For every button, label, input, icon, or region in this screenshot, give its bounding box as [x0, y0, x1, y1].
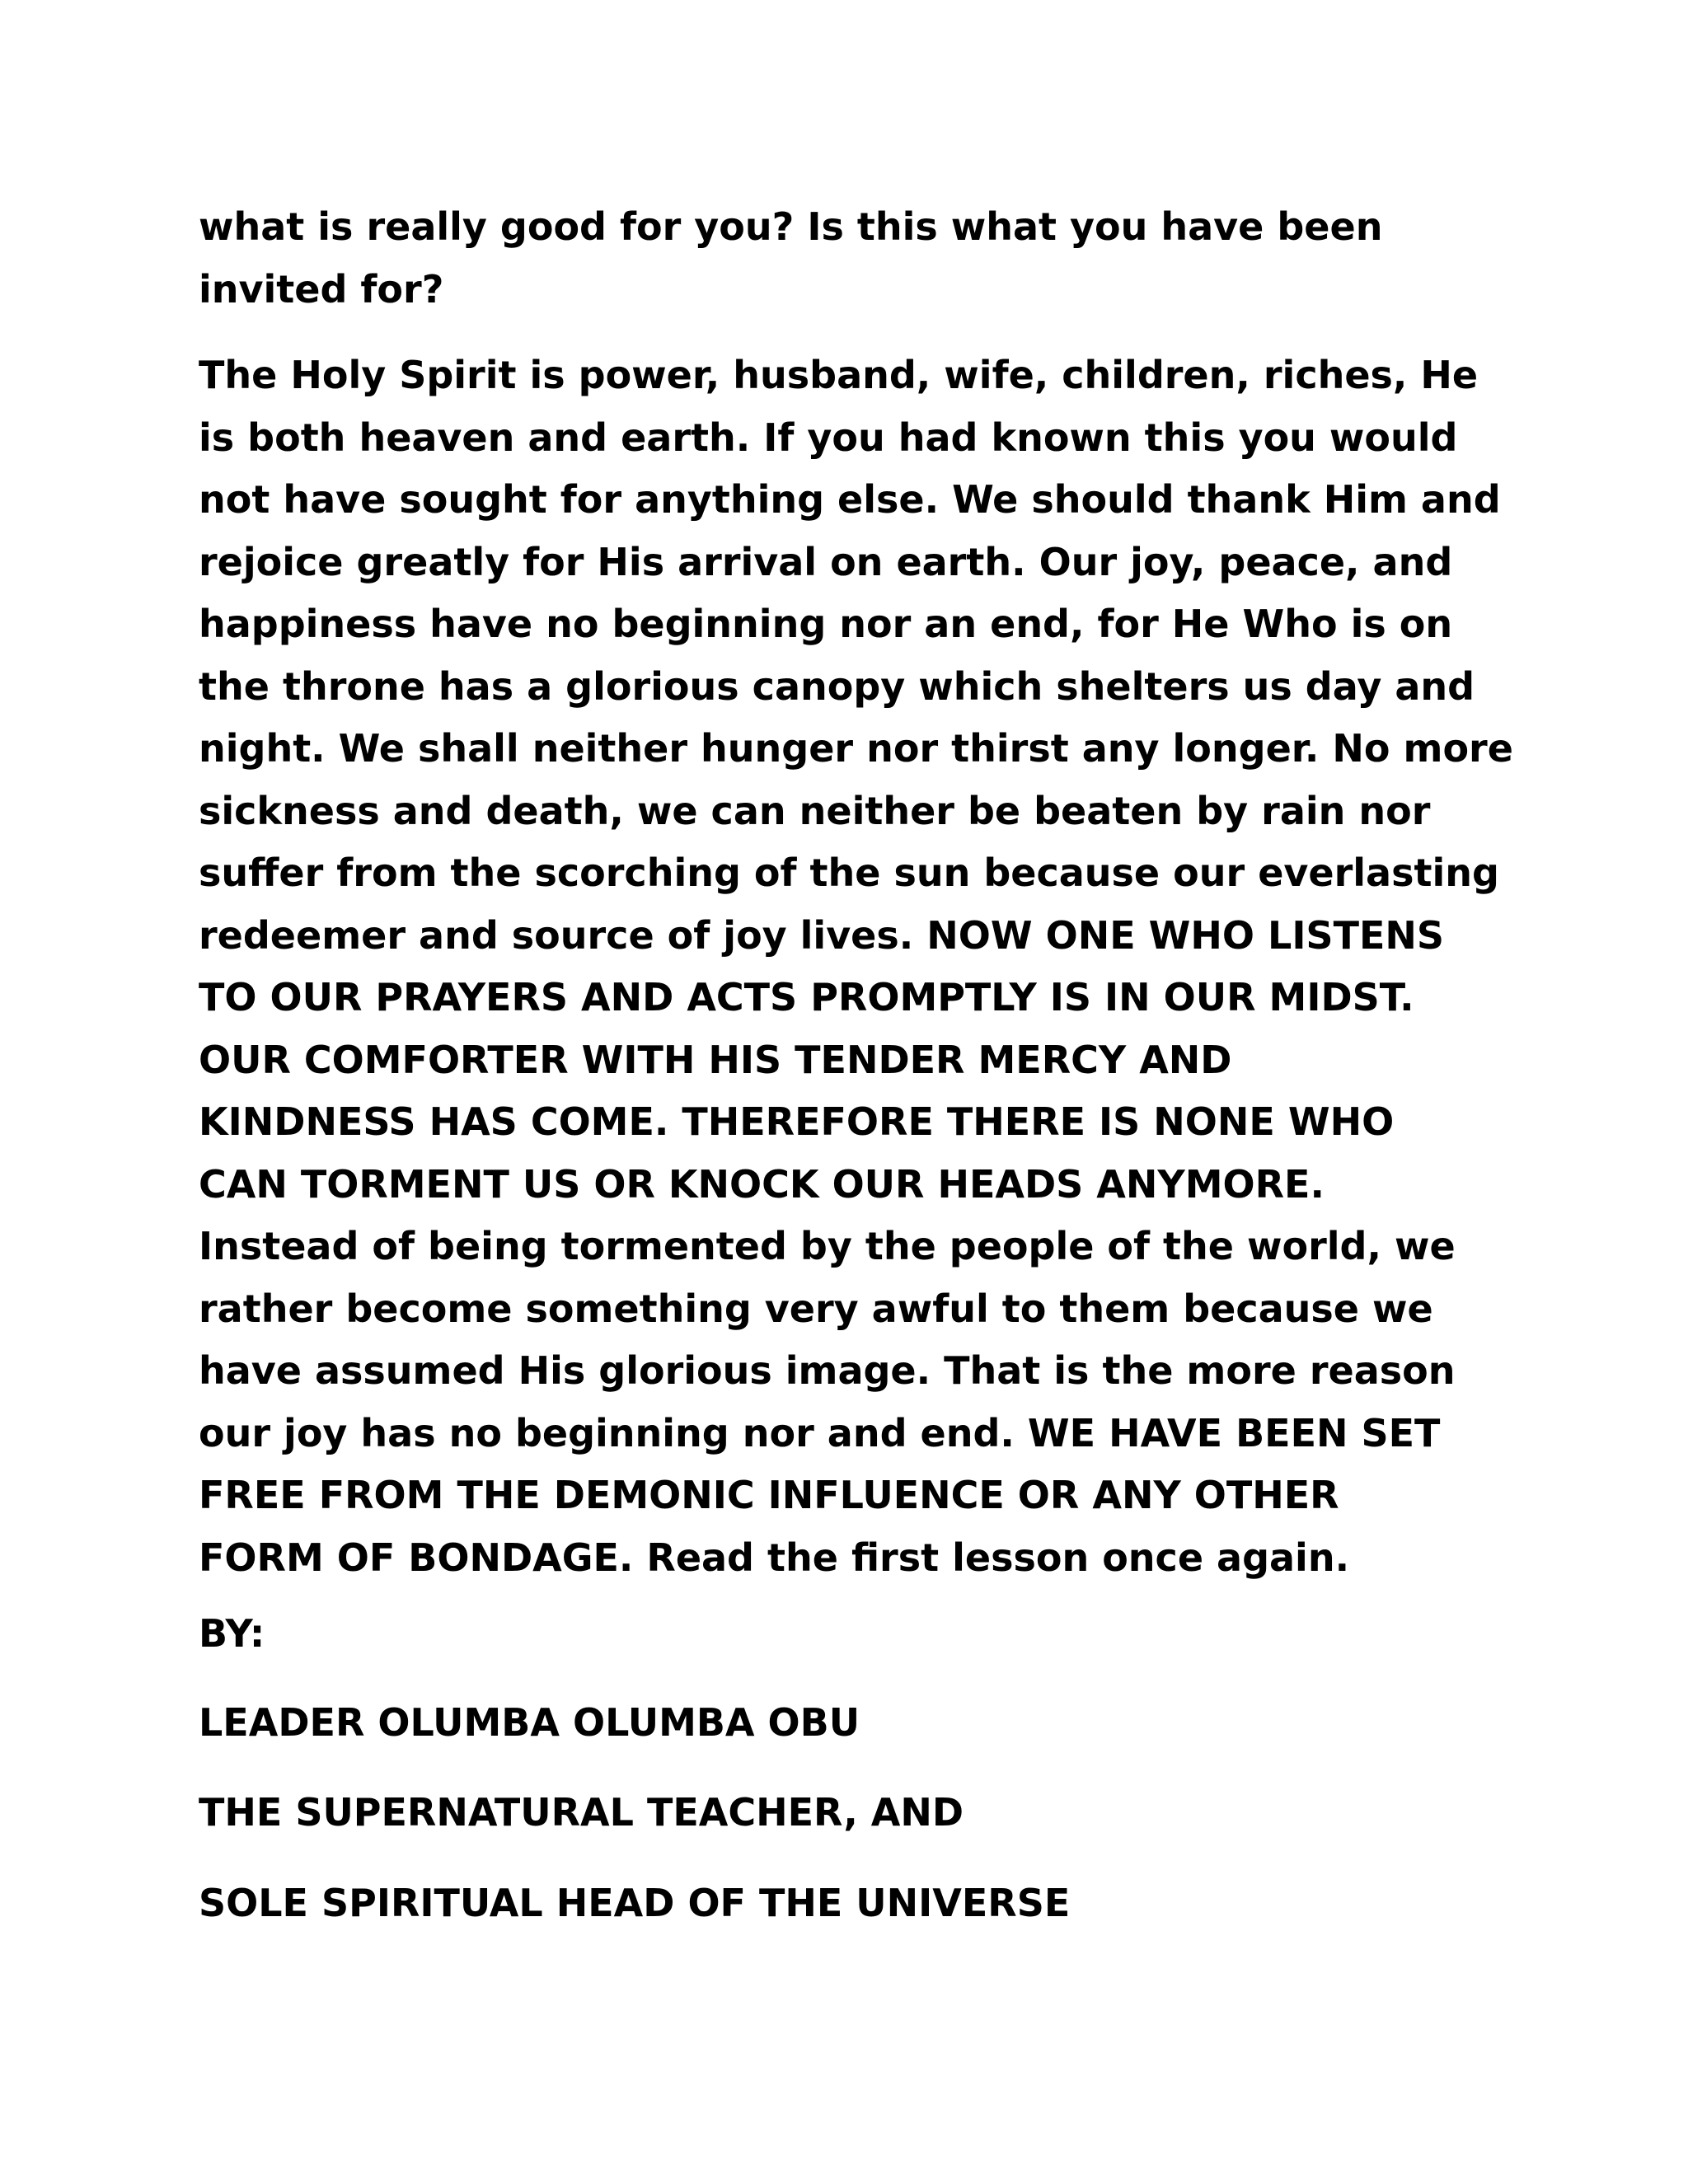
- text-line: our joy has no beginning nor and end. WE HAVE BEEN SET: [199, 1410, 1441, 1455]
- text-line: happiness have no beginning nor an end, for He Who is on: [199, 602, 1453, 646]
- paragraph-1: [199, 196, 1501, 321]
- text-line: TO OUR PRAYERS AND ACTS PROMPTLY IS IN OUR MIDST.: [199, 975, 1414, 1019]
- text-line: invited for?: [199, 266, 444, 312]
- text-line: is both heaven and earth. If you had known this you would: [199, 415, 1458, 460]
- by-label: BY:: [199, 1611, 265, 1656]
- text-line: suffer from the scorching of the sun because our everlasting: [199, 851, 1499, 895]
- signature-role: SOLE SPIRITUAL HEAD OF THE UNIVERSE: [199, 1881, 1071, 1925]
- text-line: rather become something very awful to them because we: [199, 1286, 1433, 1331]
- text-line: KINDNESS HAS COME. THEREFORE THERE IS NONE WHO: [199, 1099, 1395, 1144]
- paragraph-2: [199, 344, 1513, 1589]
- text-line: what is really good for you? Is this what you have been: [199, 204, 1383, 249]
- text-line: CAN TORMENT US OR KNOCK OUR HEADS ANYMORE.: [199, 1161, 1325, 1207]
- text-line: Instead of being tormented by the people of the world, we: [199, 1224, 1456, 1268]
- text-line: OUR COMFORTER WITH HIS TENDER MERCY AND: [199, 1037, 1232, 1082]
- text-line: The Holy Spirit is power, husband, wife, children, riches, He: [199, 353, 1479, 397]
- text-line: FORM OF BONDAGE. Read the first lesson once again.: [199, 1535, 1350, 1580]
- text-line: sickness and death, we can neither be beaten by rain nor: [199, 788, 1431, 833]
- text-line: rejoice greatly for His arrival on earth. Our joy, peace, and: [199, 539, 1453, 584]
- text-line: night. We shall neither hunger nor thirst any longer. No more: [199, 726, 1513, 771]
- text-line: the throne has a glorious canopy which shelters us day and: [199, 663, 1475, 709]
- text-line: FREE FROM THE DEMONIC INFLUENCE OR ANY OTHER: [199, 1473, 1339, 1517]
- text-line: redeemer and source of joy lives. NOW ONE WHO LISTENS: [199, 912, 1444, 958]
- text-line: have assumed His glorious image. That is the more reason: [199, 1348, 1456, 1393]
- signature-title: THE SUPERNATURAL TEACHER, AND: [199, 1790, 964, 1835]
- signature-name: LEADER OLUMBA OLUMBA OBU: [199, 1700, 860, 1745]
- text-line: not have sought for anything else. We should thank Him and: [199, 477, 1501, 522]
